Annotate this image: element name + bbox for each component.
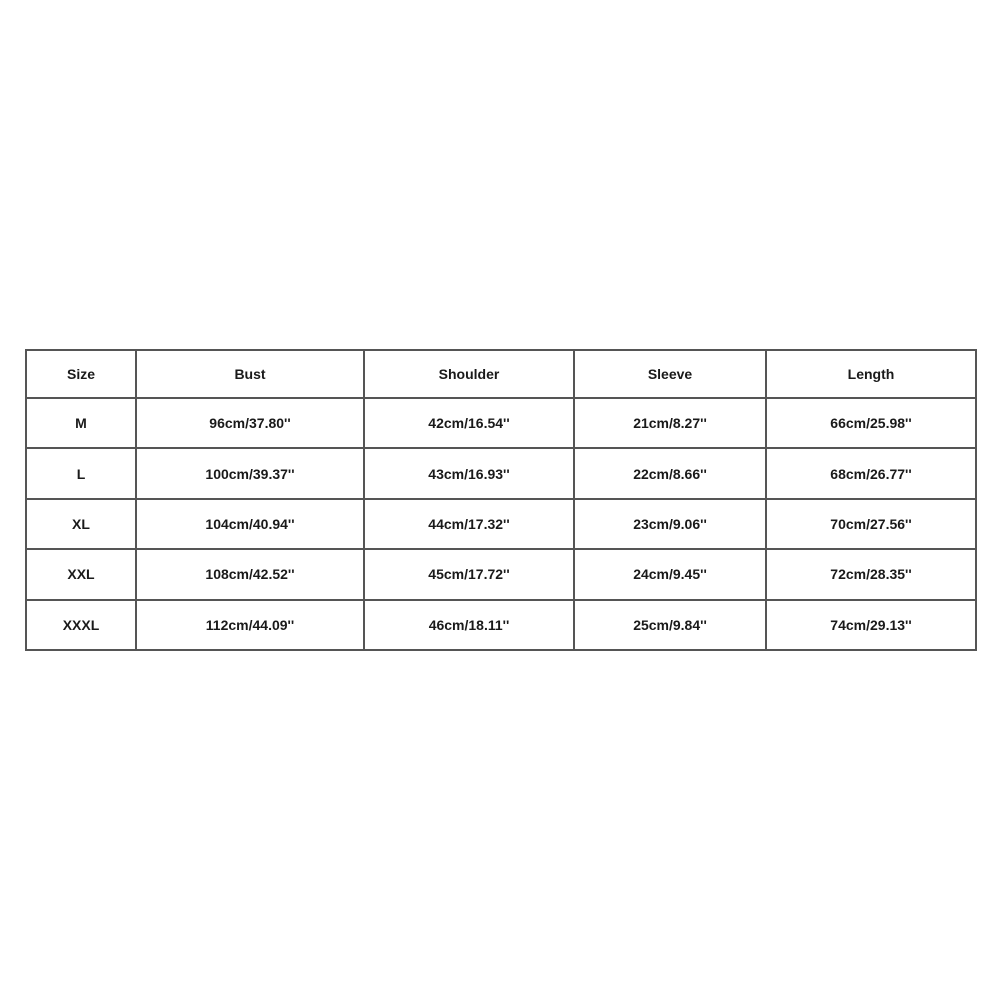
table-header-row	[26, 350, 976, 398]
cell-shoulder: 44cm/17.32''	[364, 499, 574, 549]
cell-sleeve: 25cm/9.84''	[574, 600, 766, 650]
cell-sleeve: 21cm/8.27''	[574, 398, 766, 448]
cell-bust: 96cm/37.80''	[136, 398, 364, 448]
cell-sleeve: 23cm/9.06''	[574, 499, 766, 549]
cell-bust: 112cm/44.09''	[136, 600, 364, 650]
cell-bust: 108cm/42.52''	[136, 549, 364, 599]
cell-size: M	[26, 398, 136, 448]
cell-shoulder: 45cm/17.72''	[364, 549, 574, 599]
table-row	[26, 448, 976, 498]
cell-length: 68cm/26.77''	[766, 448, 976, 498]
size-chart-table	[25, 349, 977, 651]
cell-length: 74cm/29.13''	[766, 600, 976, 650]
cell-shoulder: 43cm/16.93''	[364, 448, 574, 498]
cell-size: XXXL	[26, 600, 136, 650]
header-shoulder: Shoulder	[364, 350, 574, 398]
table-row	[26, 398, 976, 448]
header-length: Length	[766, 350, 976, 398]
table-row	[26, 600, 976, 650]
cell-size: L	[26, 448, 136, 498]
cell-shoulder: 46cm/18.11''	[364, 600, 574, 650]
table-row	[26, 549, 976, 599]
table-row	[26, 499, 976, 549]
cell-sleeve: 24cm/9.45''	[574, 549, 766, 599]
cell-size: XL	[26, 499, 136, 549]
cell-length: 72cm/28.35''	[766, 549, 976, 599]
cell-bust: 104cm/40.94''	[136, 499, 364, 549]
cell-sleeve: 22cm/8.66''	[574, 448, 766, 498]
cell-shoulder: 42cm/16.54''	[364, 398, 574, 448]
cell-length: 66cm/25.98''	[766, 398, 976, 448]
header-size: Size	[26, 350, 136, 398]
cell-size: XXL	[26, 549, 136, 599]
cell-length: 70cm/27.56''	[766, 499, 976, 549]
header-bust: Bust	[136, 350, 364, 398]
header-sleeve: Sleeve	[574, 350, 766, 398]
cell-bust: 100cm/39.37''	[136, 448, 364, 498]
